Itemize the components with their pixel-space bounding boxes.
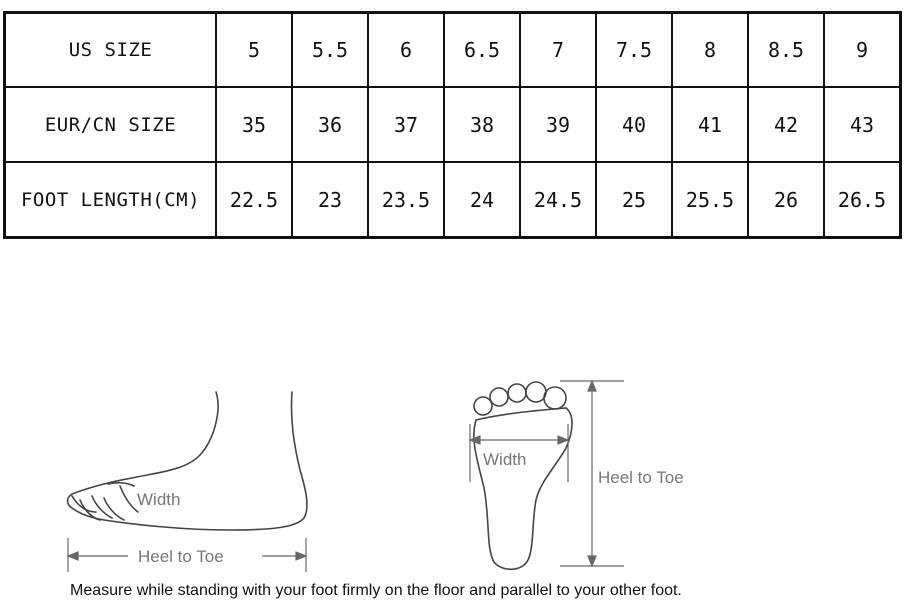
size-chart-table bbox=[3, 11, 902, 239]
size-cell: 24.5 bbox=[520, 162, 596, 238]
size-cell: 23.5 bbox=[368, 162, 444, 238]
size-row bbox=[5, 162, 901, 238]
top-width-label: Width bbox=[483, 450, 527, 469]
size-cell: 8.5 bbox=[748, 13, 824, 88]
size-cell: 41 bbox=[672, 87, 748, 162]
size-cell: 26.5 bbox=[824, 162, 901, 238]
side-view-foot-icon bbox=[68, 392, 307, 530]
size-cell: 5 bbox=[216, 13, 292, 88]
size-cell: 25 bbox=[596, 162, 672, 238]
size-cell: 43 bbox=[824, 87, 901, 162]
size-cell: 24 bbox=[444, 162, 520, 238]
side-length-label: Heel to Toe bbox=[138, 547, 224, 566]
size-cell: 7.5 bbox=[596, 13, 672, 88]
size-cell: 35 bbox=[216, 87, 292, 162]
size-cell: 26 bbox=[748, 162, 824, 238]
size-cell: 42 bbox=[748, 87, 824, 162]
side-width-label: Width bbox=[137, 490, 181, 509]
measurement-caption: Measure while standing with your foot firmly on the floor and parallel to your other foot. bbox=[70, 582, 682, 599]
size-cell: 22.5 bbox=[216, 162, 292, 238]
size-cell: 7 bbox=[520, 13, 596, 88]
size-cell: 6 bbox=[368, 13, 444, 88]
size-cell: 9 bbox=[824, 13, 901, 88]
size-cell: 39 bbox=[520, 87, 596, 162]
size-cell: 25.5 bbox=[672, 162, 748, 238]
size-cell: 8 bbox=[672, 13, 748, 88]
size-row bbox=[5, 87, 901, 162]
size-cell: 5.5 bbox=[292, 13, 368, 88]
size-cell: 37 bbox=[368, 87, 444, 162]
size-cell: 6.5 bbox=[444, 13, 520, 88]
size-cell: 40 bbox=[596, 87, 672, 162]
size-row bbox=[5, 13, 901, 88]
row-header: FOOT LENGTH(CM) bbox=[5, 162, 217, 238]
top-view-foot-icon bbox=[474, 382, 572, 569]
size-cell: 38 bbox=[444, 87, 520, 162]
size-cell: 23 bbox=[292, 162, 368, 238]
row-header: US SIZE bbox=[5, 13, 217, 88]
size-cell: 36 bbox=[292, 87, 368, 162]
row-header: EUR/CN SIZE bbox=[5, 87, 217, 162]
top-length-label: Heel to Toe bbox=[598, 468, 684, 487]
measurement-illustration bbox=[0, 360, 906, 580]
